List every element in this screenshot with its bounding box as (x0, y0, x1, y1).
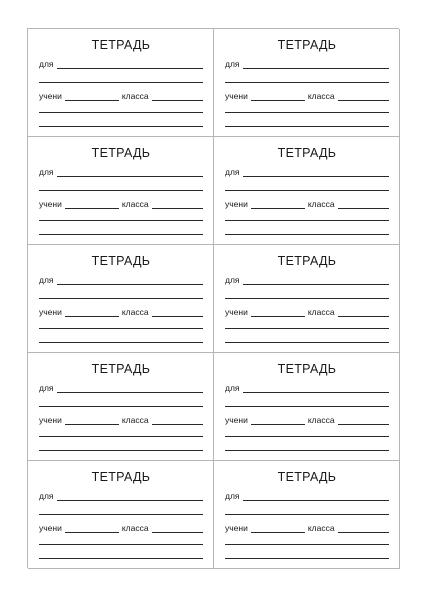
row-pupil-class (39, 415, 203, 425)
row-for (225, 383, 389, 393)
class-word: класса (307, 91, 335, 101)
label-title: ТЕТРАДЬ (91, 146, 151, 160)
notebook-label-sheet (27, 28, 399, 568)
blank-line[interactable] (39, 342, 203, 343)
name-fill-line[interactable] (243, 60, 389, 69)
class-fill-line[interactable] (338, 92, 389, 101)
class-fill-line[interactable] (338, 524, 389, 533)
notebook-label (28, 137, 214, 245)
label-title: ТЕТРАДЬ (277, 470, 337, 484)
blank-line[interactable] (225, 436, 389, 437)
notebook-label (214, 461, 400, 569)
blank-line[interactable] (225, 220, 389, 221)
class-word: класса (121, 91, 149, 101)
notebook-label (214, 29, 400, 137)
pupil-suffix-fill-line[interactable] (65, 308, 119, 317)
row-for (39, 491, 203, 501)
row-pupil-class (39, 307, 203, 317)
notebook-label (214, 245, 400, 353)
class-fill-line[interactable] (152, 200, 203, 209)
label-title: ТЕТРАДЬ (91, 38, 151, 52)
for-word: для (225, 59, 240, 69)
pupil-word: учени (225, 415, 248, 425)
pupil-word: учени (225, 91, 248, 101)
row-for (39, 383, 203, 393)
blank-line[interactable] (39, 82, 203, 83)
class-fill-line[interactable] (338, 416, 389, 425)
class-word: класса (121, 307, 149, 317)
row-pupil-class (225, 415, 389, 425)
for-word: для (39, 167, 54, 177)
label-title: ТЕТРАДЬ (277, 254, 337, 268)
row-pupil-class (225, 523, 389, 533)
for-word: для (225, 167, 240, 177)
class-word: класса (121, 523, 149, 533)
row-pupil-class (39, 199, 203, 209)
row-for (39, 275, 203, 285)
class-word: класса (121, 199, 149, 209)
blank-line[interactable] (225, 558, 389, 559)
class-fill-line[interactable] (152, 92, 203, 101)
name-fill-line[interactable] (57, 276, 203, 285)
pupil-suffix-fill-line[interactable] (251, 308, 305, 317)
class-fill-line[interactable] (152, 308, 203, 317)
row-pupil-class (225, 91, 389, 101)
blank-line[interactable] (225, 514, 389, 515)
class-word: класса (307, 199, 335, 209)
class-word: класса (307, 307, 335, 317)
pupil-suffix-fill-line[interactable] (65, 92, 119, 101)
blank-line[interactable] (225, 126, 389, 127)
blank-line[interactable] (225, 544, 389, 545)
blank-line[interactable] (39, 190, 203, 191)
class-word: класса (307, 415, 335, 425)
class-fill-line[interactable] (152, 416, 203, 425)
pupil-word: учени (225, 523, 248, 533)
for-word: для (39, 275, 54, 285)
name-fill-line[interactable] (57, 168, 203, 177)
for-word: для (39, 59, 54, 69)
class-fill-line[interactable] (338, 200, 389, 209)
blank-line[interactable] (225, 82, 389, 83)
notebook-label (28, 29, 214, 137)
row-pupil-class (225, 199, 389, 209)
blank-line[interactable] (225, 450, 389, 451)
blank-line[interactable] (39, 234, 203, 235)
name-fill-line[interactable] (243, 492, 389, 501)
class-word: класса (121, 415, 149, 425)
blank-line[interactable] (39, 328, 203, 329)
pupil-suffix-fill-line[interactable] (65, 524, 119, 533)
for-word: для (225, 491, 240, 501)
blank-line[interactable] (225, 406, 389, 407)
blank-line[interactable] (225, 342, 389, 343)
pupil-word: учени (225, 199, 248, 209)
pupil-suffix-fill-line[interactable] (251, 416, 305, 425)
name-fill-line[interactable] (57, 492, 203, 501)
blank-line[interactable] (225, 298, 389, 299)
class-fill-line[interactable] (338, 308, 389, 317)
label-title: ТЕТРАДЬ (277, 38, 337, 52)
name-fill-line[interactable] (57, 60, 203, 69)
for-word: для (225, 275, 240, 285)
row-for (225, 491, 389, 501)
row-pupil-class (39, 523, 203, 533)
blank-line[interactable] (39, 544, 203, 545)
row-for (225, 167, 389, 177)
notebook-label (214, 137, 400, 245)
notebook-label (214, 353, 400, 461)
class-fill-line[interactable] (152, 524, 203, 533)
blank-line[interactable] (39, 126, 203, 127)
for-word: для (39, 491, 54, 501)
blank-line[interactable] (39, 406, 203, 407)
name-fill-line[interactable] (243, 276, 389, 285)
blank-line[interactable] (39, 450, 203, 451)
row-for (225, 275, 389, 285)
blank-line[interactable] (39, 220, 203, 221)
pupil-suffix-fill-line[interactable] (251, 524, 305, 533)
pupil-suffix-fill-line[interactable] (251, 92, 305, 101)
notebook-label (28, 461, 214, 569)
row-pupil-class (39, 91, 203, 101)
blank-line[interactable] (225, 190, 389, 191)
pupil-suffix-fill-line[interactable] (65, 416, 119, 425)
name-fill-line[interactable] (243, 168, 389, 177)
notebook-label (28, 245, 214, 353)
for-word: для (39, 383, 54, 393)
blank-line[interactable] (225, 112, 389, 113)
label-title: ТЕТРАДЬ (91, 470, 151, 484)
pupil-word: учени (39, 415, 62, 425)
label-title: ТЕТРАДЬ (277, 146, 337, 160)
name-fill-line[interactable] (57, 384, 203, 393)
class-word: класса (307, 523, 335, 533)
pupil-word: учени (39, 199, 62, 209)
blank-line[interactable] (39, 298, 203, 299)
row-pupil-class (225, 307, 389, 317)
label-title: ТЕТРАДЬ (91, 362, 151, 376)
label-title: ТЕТРАДЬ (277, 362, 337, 376)
name-fill-line[interactable] (243, 384, 389, 393)
blank-line[interactable] (39, 558, 203, 559)
blank-line[interactable] (39, 436, 203, 437)
pupil-word: учени (39, 307, 62, 317)
pupil-word: учени (39, 523, 62, 533)
row-for (225, 59, 389, 69)
blank-line[interactable] (225, 234, 389, 235)
pupil-suffix-fill-line[interactable] (251, 200, 305, 209)
blank-line[interactable] (225, 328, 389, 329)
row-for (39, 59, 203, 69)
label-title: ТЕТРАДЬ (91, 254, 151, 268)
blank-line[interactable] (39, 514, 203, 515)
for-word: для (225, 383, 240, 393)
pupil-word: учени (39, 91, 62, 101)
row-for (39, 167, 203, 177)
notebook-label (28, 353, 214, 461)
blank-line[interactable] (39, 112, 203, 113)
pupil-suffix-fill-line[interactable] (65, 200, 119, 209)
pupil-word: учени (225, 307, 248, 317)
